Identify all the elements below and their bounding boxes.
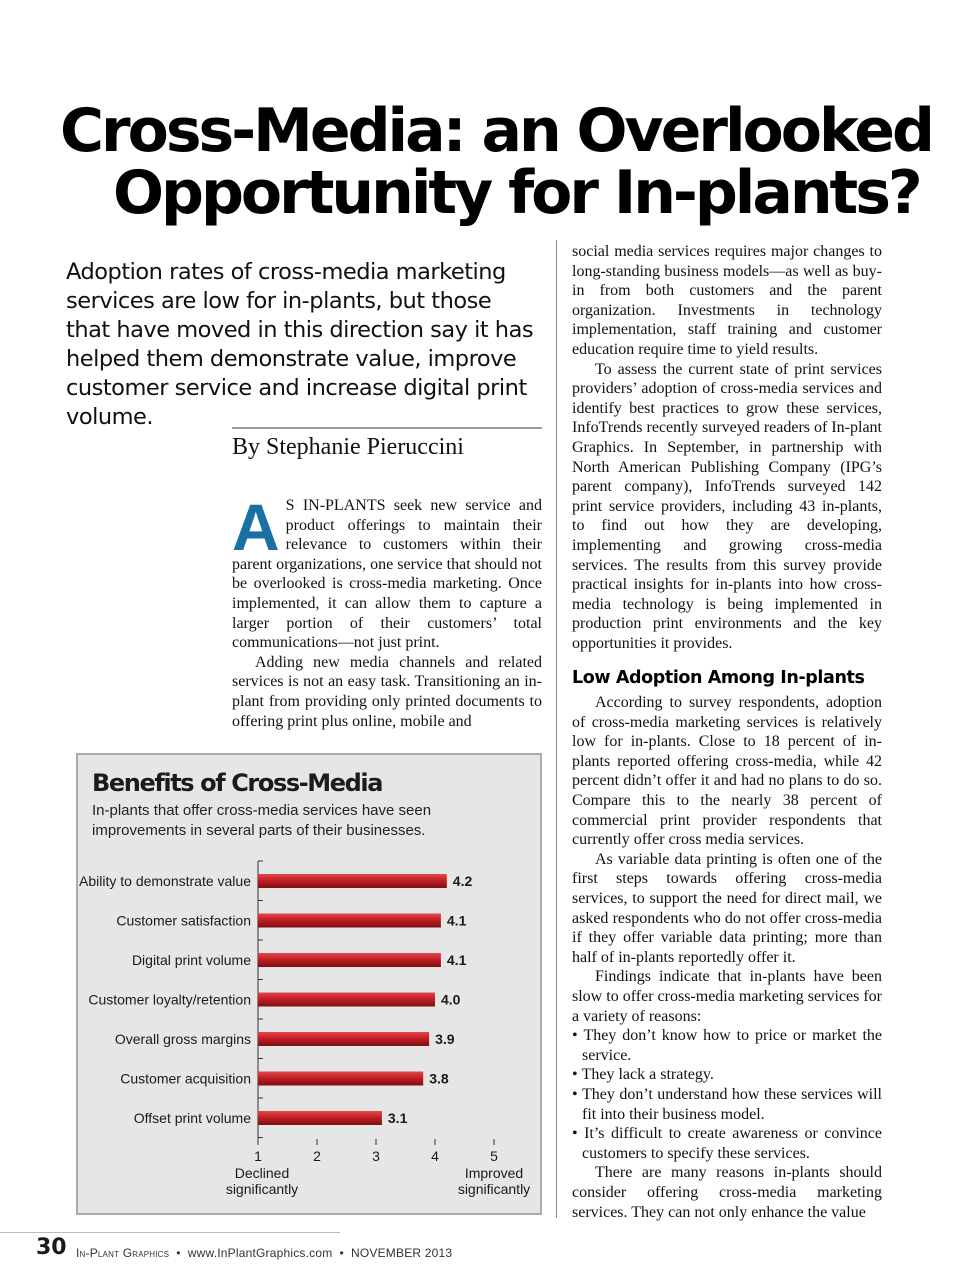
x-tick-label: 2 xyxy=(313,1148,321,1164)
magazine-name: In-Plant Graphics xyxy=(76,1246,170,1260)
category-label: Customer satisfaction xyxy=(116,912,251,929)
category-label: Overall gross margins xyxy=(114,1031,251,1047)
high-end-label: significantly xyxy=(457,1181,531,1197)
bar xyxy=(258,1072,423,1086)
website-url: www.InPlantGraphics.com xyxy=(187,1246,333,1260)
category-label: Customer loyalty/retention xyxy=(88,991,251,1008)
list-item: • They lack a strategy. xyxy=(572,1065,882,1085)
value-label: 4.0 xyxy=(441,991,461,1008)
chart-plot xyxy=(78,755,540,1213)
footer-rule xyxy=(0,1232,340,1233)
body-paragraph: Findings indicate that in-plants have been slow to offer cross-media marketing services for a variety of reasons: xyxy=(572,968,882,1025)
list-item: • They don’t know how to price or market the service. xyxy=(572,1026,882,1065)
page-number: 30 xyxy=(36,1235,67,1260)
low-end-label: significantly xyxy=(225,1181,299,1197)
low-end-label: Declined xyxy=(234,1165,290,1181)
article-title xyxy=(60,96,932,228)
bar xyxy=(258,993,435,1007)
bar xyxy=(258,874,447,888)
footer-text xyxy=(76,1246,452,1260)
x-tick-label: 3 xyxy=(372,1148,380,1164)
body-paragraph: According to survey respondents, adoption of cross-media marketing services is relatively low for in-plants. Close to 18 percent of in-plants reported offering cross-media, while 42 percent didn’t offer it and had no plans to do so. Compare this to the nearly 38 percent of commercial print provider respondents that currently offer cross media services. xyxy=(572,694,882,849)
x-tick-label: 4 xyxy=(431,1148,439,1164)
high-end-label: Improved xyxy=(464,1165,524,1181)
footer-separator: • xyxy=(339,1246,344,1260)
left-column xyxy=(232,490,542,731)
bar xyxy=(258,1032,429,1046)
issue-date: NOVEMBER 2013 xyxy=(350,1246,453,1260)
benefits-chart xyxy=(76,753,542,1215)
bar xyxy=(258,1111,382,1125)
footer-separator: • xyxy=(176,1246,181,1260)
category-label: Offset print volume xyxy=(133,1110,251,1126)
list-item: • They don’t understand how these services will fit into their business model. xyxy=(572,1085,882,1124)
body-paragraph: As variable data printing is often one of the first steps towards offering cross-media services, to support the need for direct mail, we asked respondents who do not offer cross-media if they offer variable data printing; more than half of in-plants reportedly offer it. xyxy=(572,850,882,966)
value-label: 3.8 xyxy=(429,1070,449,1087)
value-label: 3.1 xyxy=(387,1110,408,1126)
chart-title: Benefits of Cross-Media xyxy=(92,769,383,797)
right-column xyxy=(572,242,882,1222)
body-paragraph: Adding new media channels and related services is not an easy task. Transitioning an in-plant from providing only printed documents to offering print plus online, mobile and xyxy=(232,653,542,730)
column-divider xyxy=(556,240,557,1218)
bar xyxy=(258,953,441,967)
value-label: 4.1 xyxy=(446,952,467,968)
intro-text: S IN-PLANTS seek new service and product offerings to maintain their relevance to customers within their parent organizations, one service that should not be overlooked is cross-media marketing. Once implemented, it can allow them to capture a larger portion of their customers’ total communications—not just print. xyxy=(232,497,542,652)
x-tick-label: 5 xyxy=(490,1148,498,1164)
byline-rule xyxy=(232,427,542,429)
bar xyxy=(258,914,441,928)
value-label: 3.9 xyxy=(435,1031,455,1047)
body-paragraph: There are many reasons in-plants should consider offering cross-media marketing services. They can not only enhance the value xyxy=(572,1164,882,1221)
title-line-1: Cross-Media: an Overlooked xyxy=(60,96,932,166)
section-subhead: Low Adoption Among In-plants xyxy=(572,668,865,689)
category-label: Ability to demonstrate value xyxy=(79,873,251,889)
x-tick-label: 1 xyxy=(254,1148,262,1164)
list-item: • It’s difficult to create awareness or convince customers to specify these services. xyxy=(572,1124,882,1163)
value-label: 4.1 xyxy=(446,912,467,929)
value-label: 4.2 xyxy=(452,873,473,889)
drop-cap: A xyxy=(232,490,280,564)
body-paragraph-continued: social media services requires major changes to long-standing business models—as well as buy-in from both customers and the parent organization. Investments in technology implementation, staff training and customer education require time to yield results. xyxy=(572,243,882,358)
category-label: Customer acquisition xyxy=(120,1070,251,1087)
title-line-2: Opportunity for In-plants? xyxy=(113,158,920,228)
article-dek: Adoption rates of cross-media marketing services are low for in-plants, but those that have moved in this direction say it has helped them demonstrate value, improve customer service and increase digital print volume. xyxy=(66,259,534,430)
byline: By Stephanie Pieruccini xyxy=(232,434,464,460)
category-label: Digital print volume xyxy=(131,952,251,968)
intro-paragraph xyxy=(232,490,542,653)
body-paragraph: To assess the current state of print services providers’ adoption of cross-media services and identify best practices to grow these services, InfoTrends recently surveyed readers of In-plant Graphics. In September, in partnership with North American Publishing Company (IPG’s parent company), InfoTrends surveyed 142 print service providers, including 43 in-plants, to find out how they are developing, implementing and growing cross-media services. The results from this survey provide practical insights for in-plants into how cross-media technology is being implemented in production print environments and the key opportunities it provides. xyxy=(572,360,882,652)
chart-subtitle: In-plants that offer cross-media services have seen improvements in several parts of their businesses. xyxy=(92,802,432,839)
reasons-list xyxy=(572,1026,882,1163)
